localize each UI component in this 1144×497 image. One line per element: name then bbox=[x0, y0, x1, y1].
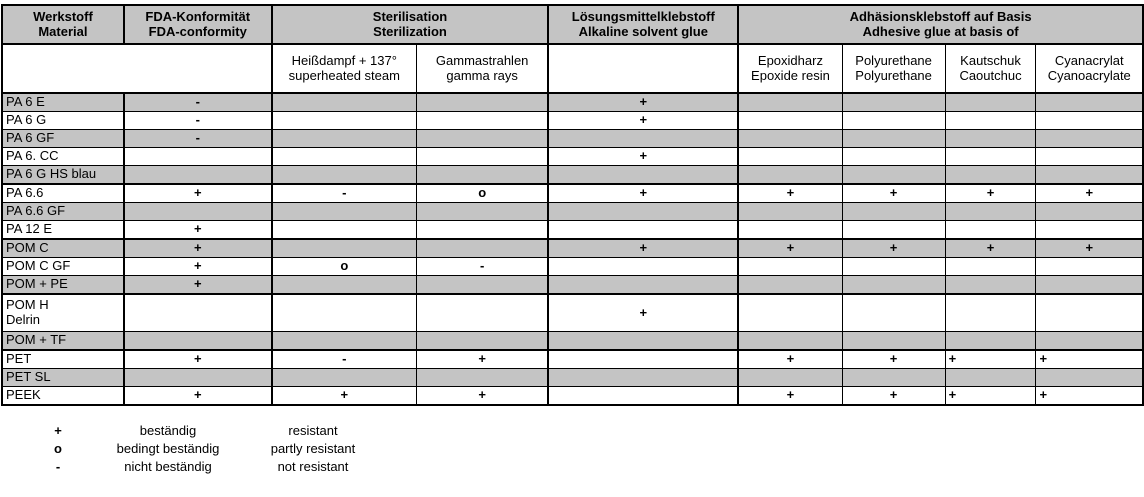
value-cell-kautschuk bbox=[945, 276, 1036, 295]
value-cell-loesungsmittel: + bbox=[548, 239, 738, 258]
value-cell-epoxid bbox=[738, 203, 842, 221]
value-cell-kautschuk: + bbox=[945, 184, 1036, 203]
value-cell-fda bbox=[124, 294, 272, 332]
value-cell-loesungsmittel bbox=[548, 350, 738, 369]
value-cell-kautschuk bbox=[945, 203, 1036, 221]
material-cell: PA 6 G bbox=[2, 112, 124, 130]
col-header-sterilisation-de: Sterilisation bbox=[372, 8, 448, 24]
sub-header-kautschuk-en: Caoutchuc bbox=[959, 67, 1022, 83]
value-cell-gamma: - bbox=[416, 258, 548, 276]
value-cell-polyurethane bbox=[842, 332, 945, 351]
value-cell-kautschuk bbox=[945, 332, 1036, 351]
value-cell-heissdampf bbox=[272, 294, 417, 332]
col-header-sterilisation-en: Sterilization bbox=[373, 23, 447, 39]
legend-label-de: beständig bbox=[139, 422, 197, 438]
material-compatibility-table bbox=[1, 4, 1144, 406]
sub-header-blank-loesungsmittel bbox=[548, 44, 738, 93]
value-cell-gamma bbox=[416, 203, 548, 221]
value-cell-kautschuk bbox=[945, 294, 1036, 332]
value-cell-heissdampf bbox=[272, 276, 417, 295]
material-cell: POM C GF bbox=[2, 258, 124, 276]
value-cell-kautschuk: + bbox=[945, 239, 1036, 258]
value-cell-cyanacrylat: + bbox=[1036, 184, 1143, 203]
value-cell-cyanacrylat bbox=[1036, 93, 1143, 112]
value-cell-polyurethane: + bbox=[842, 184, 945, 203]
value-cell-gamma bbox=[416, 276, 548, 295]
material-cell: PA 6 E bbox=[2, 93, 124, 112]
value-cell-heissdampf bbox=[272, 112, 417, 130]
value-cell-kautschuk bbox=[945, 369, 1036, 387]
table-row bbox=[2, 276, 1143, 295]
material-cell: PA 6. CC bbox=[2, 148, 124, 166]
value-cell-gamma: + bbox=[416, 387, 548, 406]
value-cell-heissdampf bbox=[272, 130, 417, 148]
sub-header-polyurethane bbox=[842, 44, 945, 93]
table-body bbox=[2, 93, 1143, 405]
value-cell-epoxid bbox=[738, 166, 842, 185]
value-cell-gamma bbox=[416, 130, 548, 148]
value-cell-polyurethane bbox=[842, 130, 945, 148]
legend-row bbox=[38, 421, 1144, 439]
table-row bbox=[2, 239, 1143, 258]
value-cell-kautschuk bbox=[945, 112, 1036, 130]
value-cell-heissdampf bbox=[272, 369, 417, 387]
value-cell-loesungsmittel bbox=[548, 221, 738, 240]
value-cell-cyanacrylat bbox=[1036, 221, 1143, 240]
value-cell-heissdampf bbox=[272, 166, 417, 185]
value-cell-heissdampf bbox=[272, 221, 417, 240]
sub-header-row bbox=[2, 44, 1143, 93]
value-cell-kautschuk bbox=[945, 130, 1036, 148]
sub-header-epoxid bbox=[738, 44, 842, 93]
value-cell-heissdampf bbox=[272, 93, 417, 112]
table-row bbox=[2, 332, 1143, 351]
value-cell-gamma bbox=[416, 166, 548, 185]
value-cell-loesungsmittel bbox=[548, 258, 738, 276]
value-cell-polyurethane: + bbox=[842, 239, 945, 258]
sub-header-cyanacrylat bbox=[1036, 44, 1143, 93]
col-header-werkstoff bbox=[2, 5, 124, 44]
value-cell-cyanacrylat bbox=[1036, 203, 1143, 221]
value-cell-epoxid bbox=[738, 221, 842, 240]
value-cell-gamma bbox=[416, 294, 548, 332]
value-cell-heissdampf: - bbox=[272, 350, 417, 369]
value-cell-polyurethane bbox=[842, 203, 945, 221]
legend-symbol: - bbox=[55, 458, 61, 474]
sub-header-kautschuk-de: Kautschuk bbox=[960, 52, 1021, 68]
sub-header-gamma-de: Gammastrahlen bbox=[435, 52, 529, 68]
col-header-adhaesion-en: Adhesive glue at basis of bbox=[862, 23, 1019, 39]
legend-row bbox=[38, 439, 1144, 457]
value-cell-epoxid bbox=[738, 369, 842, 387]
value-cell-cyanacrylat bbox=[1036, 112, 1143, 130]
legend-label-en: not resistant bbox=[277, 458, 349, 474]
table-row bbox=[2, 258, 1143, 276]
sub-header-heissdampf-en: superheated steam bbox=[288, 67, 400, 83]
value-cell-polyurethane bbox=[842, 148, 945, 166]
value-cell-fda bbox=[124, 332, 272, 351]
sub-header-blank-left bbox=[2, 44, 272, 93]
value-cell-epoxid bbox=[738, 294, 842, 332]
sub-header-polyurethane-de: Polyurethane bbox=[855, 52, 932, 68]
col-header-loesungsmittel-en: Alkaline solvent glue bbox=[578, 23, 708, 39]
material-cell: PA 6 G HS blau bbox=[2, 166, 124, 185]
value-cell-gamma bbox=[416, 369, 548, 387]
value-cell-polyurethane bbox=[842, 258, 945, 276]
value-cell-fda: + bbox=[124, 387, 272, 406]
sub-header-heissdampf bbox=[272, 44, 417, 93]
legend-label-de: nicht beständig bbox=[124, 458, 212, 474]
value-cell-kautschuk bbox=[945, 148, 1036, 166]
value-cell-gamma: o bbox=[416, 184, 548, 203]
table-row bbox=[2, 203, 1143, 221]
legend-symbol: + bbox=[54, 422, 62, 438]
value-cell-loesungsmittel bbox=[548, 369, 738, 387]
table-row bbox=[2, 130, 1143, 148]
value-cell-fda: + bbox=[124, 239, 272, 258]
col-header-sterilisation bbox=[272, 5, 549, 44]
value-cell-cyanacrylat bbox=[1036, 130, 1143, 148]
value-cell-epoxid bbox=[738, 258, 842, 276]
value-cell-epoxid: + bbox=[738, 184, 842, 203]
material-cell: PA 12 E bbox=[2, 221, 124, 240]
value-cell-loesungsmittel bbox=[548, 276, 738, 295]
value-cell-epoxid bbox=[738, 148, 842, 166]
value-cell-fda: - bbox=[124, 112, 272, 130]
value-cell-fda: + bbox=[124, 184, 272, 203]
col-header-werkstoff-de: Werkstoff bbox=[33, 8, 93, 24]
material-cell: PET SL bbox=[2, 369, 124, 387]
value-cell-polyurethane bbox=[842, 369, 945, 387]
legend-label-en: resistant bbox=[288, 422, 338, 438]
value-cell-loesungsmittel bbox=[548, 387, 738, 406]
value-cell-loesungsmittel bbox=[548, 130, 738, 148]
value-cell-polyurethane bbox=[842, 166, 945, 185]
value-cell-cyanacrylat bbox=[1036, 276, 1143, 295]
value-cell-cyanacrylat: + bbox=[1036, 387, 1143, 406]
material-cell: PET bbox=[2, 350, 124, 369]
value-cell-epoxid bbox=[738, 93, 842, 112]
value-cell-heissdampf bbox=[272, 203, 417, 221]
value-cell-heissdampf: o bbox=[272, 258, 417, 276]
value-cell-cyanacrylat bbox=[1036, 166, 1143, 185]
table-row bbox=[2, 294, 1143, 332]
sub-header-gamma bbox=[416, 44, 548, 93]
material-cell: POM H Delrin bbox=[2, 294, 124, 332]
value-cell-gamma bbox=[416, 221, 548, 240]
legend bbox=[38, 421, 1144, 475]
col-header-fda-de: FDA-Konformität bbox=[145, 8, 251, 24]
sub-header-epoxid-de: Epoxidharz bbox=[757, 52, 823, 68]
value-cell-cyanacrylat bbox=[1036, 148, 1143, 166]
sub-header-heissdampf-de: Heißdampf + 137° bbox=[291, 52, 397, 68]
value-cell-loesungsmittel bbox=[548, 203, 738, 221]
material-cell: PA 6 GF bbox=[2, 130, 124, 148]
col-header-loesungsmittel bbox=[548, 5, 738, 44]
value-cell-gamma bbox=[416, 148, 548, 166]
value-cell-gamma bbox=[416, 112, 548, 130]
value-cell-cyanacrylat bbox=[1036, 332, 1143, 351]
value-cell-fda: + bbox=[124, 350, 272, 369]
value-cell-fda: - bbox=[124, 93, 272, 112]
value-cell-polyurethane bbox=[842, 276, 945, 295]
value-cell-heissdampf bbox=[272, 148, 417, 166]
value-cell-epoxid bbox=[738, 130, 842, 148]
value-cell-kautschuk bbox=[945, 93, 1036, 112]
value-cell-loesungsmittel bbox=[548, 332, 738, 351]
value-cell-epoxid: + bbox=[738, 239, 842, 258]
col-header-adhaesion-de: Adhäsionsklebstoff auf Basis bbox=[849, 8, 1032, 24]
value-cell-gamma bbox=[416, 239, 548, 258]
value-cell-fda: - bbox=[124, 130, 272, 148]
value-cell-heissdampf: - bbox=[272, 184, 417, 203]
table-row bbox=[2, 369, 1143, 387]
material-cell: POM + PE bbox=[2, 276, 124, 295]
legend-label-en: partly resistant bbox=[270, 440, 356, 456]
table-row bbox=[2, 166, 1143, 185]
group-header-row bbox=[2, 5, 1143, 44]
legend-label-de: bedingt beständig bbox=[116, 440, 220, 456]
value-cell-polyurethane bbox=[842, 294, 945, 332]
sub-header-cyanacrylat-de: Cyanacrylat bbox=[1054, 52, 1124, 68]
value-cell-cyanacrylat: + bbox=[1036, 350, 1143, 369]
value-cell-gamma: + bbox=[416, 350, 548, 369]
value-cell-kautschuk bbox=[945, 221, 1036, 240]
col-header-fda-en: FDA-conformity bbox=[148, 23, 247, 39]
value-cell-polyurethane: + bbox=[842, 350, 945, 369]
sub-header-cyanacrylat-en: Cyanoacrylate bbox=[1047, 67, 1131, 83]
col-header-loesungsmittel-de: Lösungsmittelklebstoff bbox=[571, 8, 715, 24]
value-cell-fda bbox=[124, 203, 272, 221]
value-cell-loesungsmittel: + bbox=[548, 112, 738, 130]
value-cell-heissdampf bbox=[272, 332, 417, 351]
value-cell-epoxid bbox=[738, 112, 842, 130]
sub-header-kautschuk bbox=[945, 44, 1036, 93]
value-cell-kautschuk bbox=[945, 258, 1036, 276]
value-cell-epoxid: + bbox=[738, 350, 842, 369]
value-cell-polyurethane bbox=[842, 112, 945, 130]
value-cell-epoxid bbox=[738, 332, 842, 351]
value-cell-fda bbox=[124, 166, 272, 185]
table-row bbox=[2, 387, 1143, 406]
table-row bbox=[2, 350, 1143, 369]
sub-header-gamma-en: gamma rays bbox=[446, 67, 518, 83]
value-cell-loesungsmittel: + bbox=[548, 148, 738, 166]
value-cell-cyanacrylat bbox=[1036, 294, 1143, 332]
legend-symbol: o bbox=[54, 440, 62, 456]
table-row bbox=[2, 112, 1143, 130]
value-cell-kautschuk: + bbox=[945, 350, 1036, 369]
value-cell-kautschuk: + bbox=[945, 387, 1036, 406]
sub-header-epoxid-en: Epoxide resin bbox=[751, 67, 830, 83]
value-cell-polyurethane: + bbox=[842, 387, 945, 406]
value-cell-epoxid bbox=[738, 276, 842, 295]
value-cell-polyurethane bbox=[842, 221, 945, 240]
value-cell-fda bbox=[124, 148, 272, 166]
value-cell-loesungsmittel: + bbox=[548, 93, 738, 112]
material-cell: PA 6.6 bbox=[2, 184, 124, 203]
value-cell-fda bbox=[124, 369, 272, 387]
value-cell-cyanacrylat bbox=[1036, 369, 1143, 387]
value-cell-epoxid: + bbox=[738, 387, 842, 406]
sub-header-polyurethane-en: Polyurethane bbox=[855, 67, 932, 83]
value-cell-loesungsmittel: + bbox=[548, 184, 738, 203]
material-cell: PEEK bbox=[2, 387, 124, 406]
table-row bbox=[2, 184, 1143, 203]
col-header-werkstoff-en: Material bbox=[38, 23, 88, 39]
value-cell-fda: + bbox=[124, 258, 272, 276]
col-header-adhaesion bbox=[738, 5, 1143, 44]
material-cell: PA 6.6 GF bbox=[2, 203, 124, 221]
value-cell-cyanacrylat: + bbox=[1036, 239, 1143, 258]
legend-row bbox=[38, 457, 1144, 475]
value-cell-gamma bbox=[416, 332, 548, 351]
value-cell-fda: + bbox=[124, 221, 272, 240]
value-cell-heissdampf bbox=[272, 239, 417, 258]
value-cell-heissdampf: + bbox=[272, 387, 417, 406]
table-row bbox=[2, 221, 1143, 240]
material-cell: POM C bbox=[2, 239, 124, 258]
value-cell-cyanacrylat bbox=[1036, 258, 1143, 276]
value-cell-polyurethane bbox=[842, 93, 945, 112]
value-cell-fda: + bbox=[124, 276, 272, 295]
material-cell: POM + TF bbox=[2, 332, 124, 351]
table-row bbox=[2, 93, 1143, 112]
value-cell-kautschuk bbox=[945, 166, 1036, 185]
value-cell-gamma bbox=[416, 93, 548, 112]
table-row bbox=[2, 148, 1143, 166]
value-cell-loesungsmittel: + bbox=[548, 294, 738, 332]
col-header-fda bbox=[124, 5, 272, 44]
value-cell-loesungsmittel bbox=[548, 166, 738, 185]
